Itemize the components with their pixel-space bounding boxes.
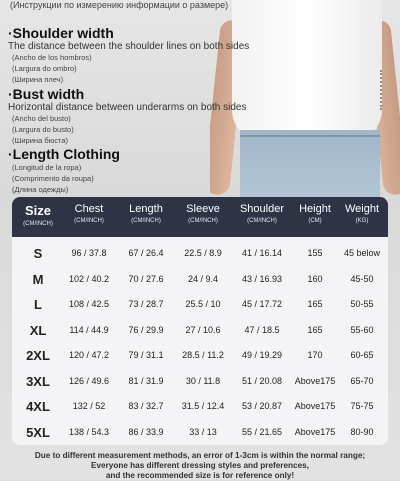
table-cell: 55-60 xyxy=(350,324,374,335)
section-desc: The distance between the shoulder lines on both sides xyxy=(8,41,250,52)
table-cell: 81 / 31.9 xyxy=(128,375,164,386)
table-row xyxy=(12,268,388,293)
table-cell: 53 / 20.87 xyxy=(241,401,283,411)
table-cell: 170 xyxy=(307,350,323,360)
size-label: L xyxy=(34,297,42,312)
table-cell: 25.5 / 10 xyxy=(185,299,221,309)
arm-tattoo xyxy=(380,70,396,110)
section-length-clothing xyxy=(8,146,120,195)
table-cell: 138 / 54.3 xyxy=(68,426,110,437)
table-cell: 155 xyxy=(307,248,323,258)
header-chest: Chest (CM/INCH) xyxy=(74,203,104,224)
table-cell: 31.5 / 12.4 xyxy=(181,401,225,411)
table-row xyxy=(12,293,388,318)
section-note: (Ancho de los hombros) xyxy=(12,53,92,62)
table-cell: 65-70 xyxy=(350,375,374,386)
size-chart-table xyxy=(12,197,388,445)
table-cell: Above175 xyxy=(294,375,336,386)
size-label: M xyxy=(32,271,44,287)
section-note: (Ширина бюста) xyxy=(12,136,69,145)
table-cell: 30 / 11.8 xyxy=(185,375,221,386)
size-label: S xyxy=(33,246,43,261)
table-cell: 160 xyxy=(307,273,323,284)
footer-line: Everyone has different dressing styles and preferences, xyxy=(91,461,309,470)
section-shoulder-width xyxy=(8,25,249,85)
table-cell: 33 / 13 xyxy=(189,426,217,437)
table-cell: Above175 xyxy=(294,426,336,437)
table-cell: 83 / 32.7 xyxy=(128,401,164,411)
footer-line: and the recommended size is for reference only! xyxy=(105,471,295,480)
section-note: (Longitud de la ropa) xyxy=(12,163,82,172)
table-row xyxy=(12,242,388,267)
section-note: (Длина одежды) xyxy=(12,185,69,194)
table-cell: 108 / 42.5 xyxy=(68,299,110,309)
section-note: (Largura do ombro) xyxy=(12,64,77,73)
header-weight: Weight (KG) xyxy=(344,203,380,224)
header-sleeve: Sleeve (CM/INCH) xyxy=(186,203,220,224)
table-cell: 24 / 9.4 xyxy=(187,273,219,284)
table-cell: 114 / 44.9 xyxy=(69,324,109,335)
section-title: ·Bust width xyxy=(8,86,85,102)
table-cell: 102 / 40.2 xyxy=(68,273,110,284)
header-russian-note: (Инструкции по измерению информации о размере) xyxy=(10,0,229,10)
header-shoulder: Shoulder (CM/INCH) xyxy=(239,203,285,224)
table-cell: 73 / 28.7 xyxy=(128,299,164,309)
header-length: Length (CM/INCH) xyxy=(129,203,163,224)
table-cell: 79 / 31.1 xyxy=(128,350,164,360)
table-cell: 67 / 26.4 xyxy=(128,248,164,258)
disclaimer-footer xyxy=(0,451,400,481)
table-cell: 41 / 16.14 xyxy=(241,248,283,258)
table-cell: 70 / 27.6 xyxy=(128,273,164,284)
model-tshirt xyxy=(232,0,382,140)
section-note: (Ширина плеч) xyxy=(12,75,64,84)
table-cell: 45 / 17.72 xyxy=(241,299,283,309)
table-cell: 165 xyxy=(307,324,323,335)
table-cell: 43 / 16.93 xyxy=(241,273,283,284)
table-cell: Above175 xyxy=(294,401,336,411)
table-row xyxy=(12,421,388,446)
table-cell: 51 / 20.08 xyxy=(241,375,283,386)
header-size: Size (CM/INCH) xyxy=(23,203,53,227)
table-cell: 60-65 xyxy=(350,350,374,360)
table-cell: 126 / 49.6 xyxy=(68,375,110,386)
table-cell: 80-90 xyxy=(350,426,374,437)
section-bust-width xyxy=(8,86,246,146)
table-cell: 47 / 18.5 xyxy=(244,324,280,335)
jeans-waistband xyxy=(240,135,380,137)
size-label: 4XL xyxy=(26,399,50,414)
table-cell: 45-50 xyxy=(350,273,374,284)
footer-line: Due to different measurement methods, an error of 1-3cm is within the normal range; xyxy=(34,451,366,460)
table-row xyxy=(12,344,388,369)
section-note: (Ancho del busto) xyxy=(12,114,71,123)
size-label: 2XL xyxy=(26,348,50,363)
section-note: (Largura do busto) xyxy=(12,125,74,134)
size-label: 3XL xyxy=(26,373,50,389)
table-cell: 28.5 / 11.2 xyxy=(182,350,224,360)
header-height: Height (CM) xyxy=(299,203,331,224)
section-note: (Comprimento da roupa) xyxy=(12,174,94,183)
table-cell: 75-75 xyxy=(350,401,374,411)
size-label: 5XL xyxy=(26,424,50,440)
table-row xyxy=(12,319,388,344)
table-row xyxy=(12,395,388,420)
table-header xyxy=(12,197,388,237)
table-cell: 50-55 xyxy=(350,299,374,309)
table-cell: 132 / 52 xyxy=(72,401,106,411)
size-label: XL xyxy=(29,322,47,338)
table-cell: 45 below xyxy=(343,248,381,258)
table-cell: 96 / 37.8 xyxy=(71,248,107,258)
section-desc: Horizontal distance between underarms on both sides xyxy=(8,102,247,113)
table-row xyxy=(12,370,388,395)
table-cell: 86 / 33.9 xyxy=(128,426,164,437)
table-cell: 27 / 10.6 xyxy=(185,324,221,335)
table-cell: 49 / 19.29 xyxy=(241,350,283,360)
section-title: ·Length Clothing xyxy=(8,146,120,162)
table-cell: 22.5 / 8.9 xyxy=(184,248,222,258)
table-cell: 165 xyxy=(307,299,323,309)
table-cell: 55 / 21.65 xyxy=(241,426,283,437)
model-jeans xyxy=(240,130,380,200)
table-cell: 120 / 47.2 xyxy=(68,350,110,360)
table-cell: 76 / 29.9 xyxy=(128,324,164,335)
section-title: ·Shoulder width xyxy=(8,25,114,41)
